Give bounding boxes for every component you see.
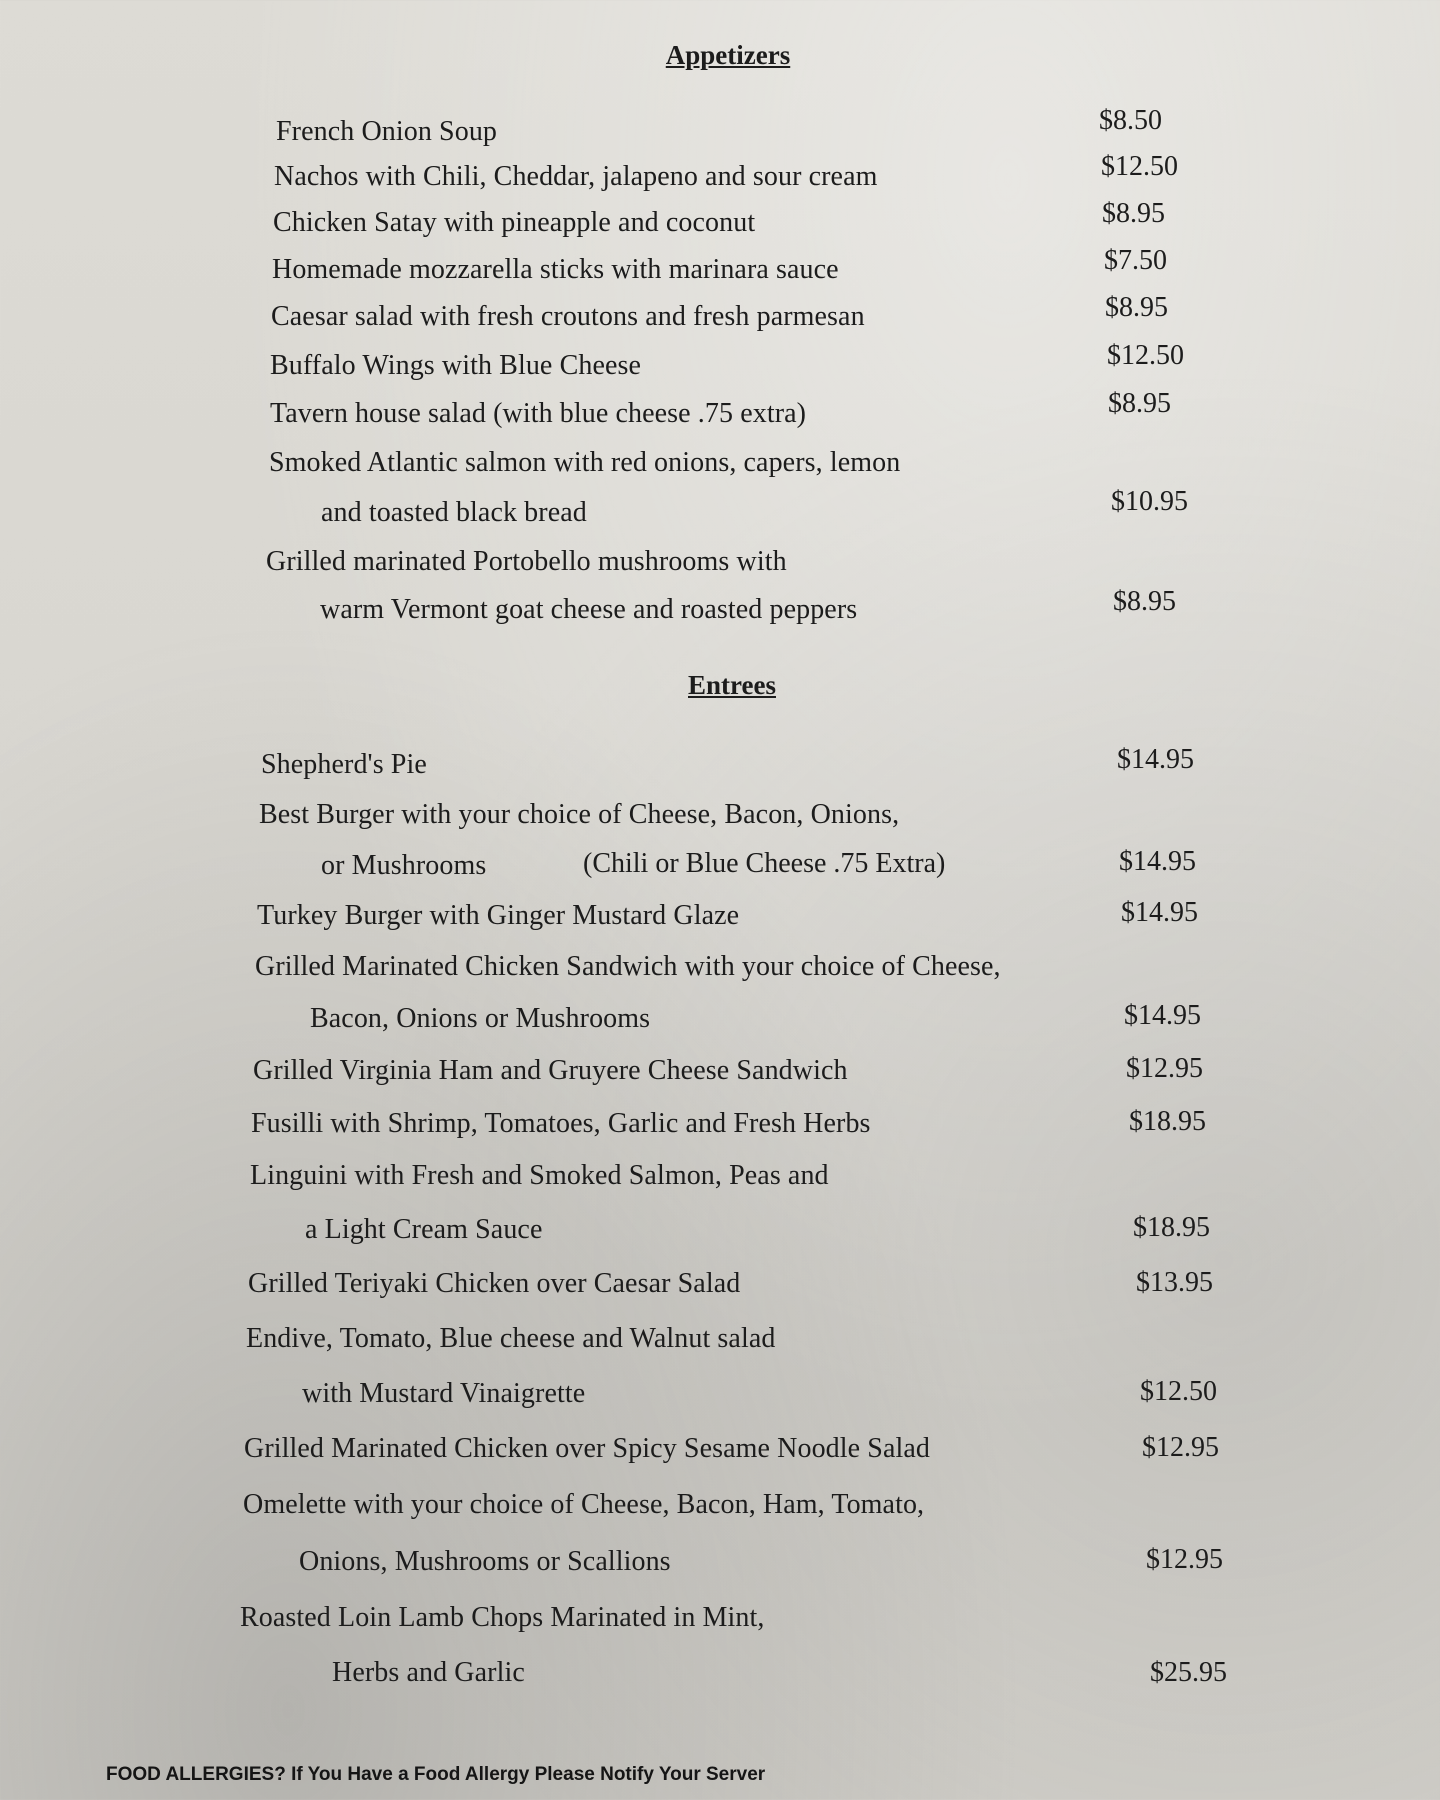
- menu-item-name: Buffalo Wings with Blue Cheese: [270, 350, 642, 381]
- menu-item-price: $14.95: [1119, 846, 1196, 877]
- menu-item-price: $12.50: [1101, 151, 1178, 182]
- menu-item-price: $8.95: [1105, 292, 1168, 323]
- menu-item-price: $14.95: [1121, 897, 1198, 928]
- menu-item-price: $12.50: [1107, 340, 1184, 371]
- menu-item-continuation: or Mushrooms: [321, 850, 487, 881]
- menu-item-price: $12.50: [1140, 1376, 1217, 1407]
- menu-item-name: Grilled marinated Portobello mushrooms with: [266, 546, 787, 577]
- menu-item-name: Grilled Marinated Chicken over Spicy Sesame Noodle Salad: [244, 1433, 930, 1464]
- menu-item-name: Roasted Loin Lamb Chops Marinated in Mint,: [240, 1602, 765, 1633]
- menu-item-price: $10.95: [1111, 486, 1188, 517]
- menu-item-name: Tavern house salad (with blue cheese .75 extra): [270, 398, 807, 429]
- allergy-notice: FOOD ALLERGIES? If You Have a Food Allergy Please Notify Your Server: [106, 1764, 766, 1785]
- menu-item-name: French Onion Soup: [276, 116, 498, 147]
- menu-item-price: $13.95: [1136, 1267, 1213, 1298]
- menu-item-continuation: Bacon, Onions or Mushrooms: [310, 1003, 651, 1034]
- menu-item-name: Nachos with Chili, Cheddar, jalapeno and sour cream: [274, 161, 878, 192]
- menu-item-name: Grilled Marinated Chicken Sandwich with your choice of Cheese,: [255, 951, 1001, 982]
- menu-item-price: $8.95: [1102, 198, 1165, 229]
- menu-item-continuation: warm Vermont goat cheese and roasted peppers: [320, 594, 858, 625]
- menu-item-continuation: with Mustard Vinaigrette: [302, 1378, 586, 1409]
- menu-item-price: $18.95: [1129, 1106, 1206, 1137]
- menu-item-continuation: a Light Cream Sauce: [305, 1214, 543, 1245]
- menu-item-name: Best Burger with your choice of Cheese, Bacon, Onions,: [259, 799, 900, 830]
- menu-item-name: Linguini with Fresh and Smoked Salmon, Peas and: [250, 1160, 829, 1191]
- menu-item-price: $12.95: [1146, 1544, 1223, 1575]
- menu-item-price: $25.95: [1150, 1657, 1227, 1688]
- menu-item-continuation: and toasted black bread: [321, 497, 587, 528]
- menu-item-price: $8.95: [1113, 586, 1176, 617]
- entrees-heading: Entrees: [688, 670, 776, 700]
- menu-item-price: $12.95: [1142, 1432, 1219, 1463]
- menu-item-price: $8.95: [1108, 388, 1171, 419]
- menu-item-continuation: Herbs and Garlic: [332, 1657, 525, 1688]
- menu-item-name: Shepherd's Pie: [261, 749, 427, 780]
- menu-item-name: Endive, Tomato, Blue cheese and Walnut salad: [246, 1323, 776, 1354]
- menu-item-name: Turkey Burger with Ginger Mustard Glaze: [257, 900, 740, 931]
- menu-item-name: Omelette with your choice of Cheese, Bacon, Ham, Tomato,: [243, 1489, 925, 1520]
- menu-item-name: Caesar salad with fresh croutons and fresh parmesan: [271, 301, 865, 332]
- menu-item-continuation: Onions, Mushrooms or Scallions: [299, 1546, 671, 1577]
- menu-item-name: Grilled Virginia Ham and Gruyere Cheese Sandwich: [253, 1055, 848, 1086]
- menu-item-price: $14.95: [1117, 744, 1194, 775]
- menu-item-price: $14.95: [1124, 1000, 1201, 1031]
- menu-item-name: Chicken Satay with pineapple and coconut: [273, 207, 756, 238]
- menu-item-price: $12.95: [1126, 1053, 1203, 1084]
- menu-item-name: Fusilli with Shrimp, Tomatoes, Garlic and Fresh Herbs: [251, 1108, 871, 1139]
- menu-item-name: Grilled Teriyaki Chicken over Caesar Salad: [248, 1268, 741, 1299]
- menu-item-price: $8.50: [1099, 105, 1162, 136]
- menu-item-price: $18.95: [1133, 1212, 1210, 1243]
- menu-item-name: Smoked Atlantic salmon with red onions, capers, lemon: [269, 447, 901, 478]
- menu-item-extra-note: (Chili or Blue Cheese .75 Extra): [583, 848, 946, 879]
- menu-item-name: Homemade mozzarella sticks with marinara sauce: [272, 254, 839, 285]
- appetizers-heading: Appetizers: [665, 40, 791, 70]
- menu-item-price: $7.50: [1104, 245, 1167, 276]
